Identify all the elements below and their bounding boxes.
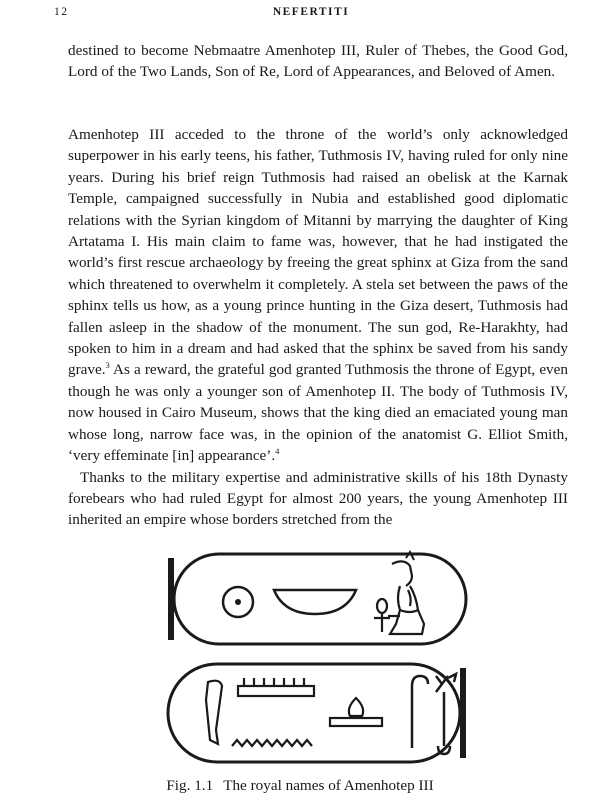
cartouche-nomen — [168, 664, 466, 762]
cartouche-prenomen — [168, 552, 466, 644]
footnote-ref-4[interactable]: 4 — [275, 446, 280, 457]
basket-glyph — [274, 590, 356, 614]
running-head — [54, 6, 568, 22]
figure-cartouches — [160, 550, 480, 770]
page-number: 12 — [54, 6, 69, 18]
paragraph-empire: Thanks to the military expertise and administrative skills of his 18th Dynasty forebears who had ruled Egypt for almost 200 years, the young Amenhotep III inherited an empire whose borders stretched from the — [68, 468, 568, 529]
water-glyph — [232, 740, 312, 746]
body-text — [68, 124, 568, 531]
paragraph-text: destined to become Nebmaatre Amenhotep III, Ruler of Thebes, the Good God, Lord of the Two Lands, Son of Re, Lord of Appearances, and Beloved of Amen. — [68, 42, 568, 81]
paragraph-accession — [68, 124, 568, 467]
reed-leaf-glyph — [206, 681, 222, 744]
footnote-ref-3[interactable]: 3 — [105, 360, 110, 371]
gaming-board-glyph — [238, 678, 314, 696]
paragraph-text: Amenhotep III acceded to the throne of the world’s only acknowledged superpower in his early teens, his father, Tuthmosis IV, having ruled for only nine years. During his brief reign Tuthmosis had raised an obelisk at the Karnak Temple, campaigned successfully in Nubia and established good diplomatic relations with the Syrian kingdom of Mitanni by marrying the daughter of King Artatama I. His main claim to fame was, however, that he had instigated the world’s first rescue archaeology by freeing the great sphinx at Giza from the sand which threatened to overwhelm it completely. A stela set between the paws of the sphinx tells us how, as a young prince hunting in the Giza desert, Tuthmosis had fallen asleep in the shadow of the monument. The sun god, Re-Harakhty, had spoken to him in a dream and had asked that the sphinx be saved from his sandy grave. — [68, 126, 568, 379]
running-title: NEFERTITI — [272, 6, 350, 18]
crook-glyph — [412, 676, 428, 748]
figure-label: Fig. 1.1 — [166, 777, 214, 794]
paragraph-text-cont: As a reward, the grateful god granted Tuthmosis the throne of Egypt, even though he was only a younger son of Amenhotep II. The body of Tuthmosis IV, now housed in Cairo Museum, shows that the king died an emaciated young man whose long, narrow face was, in the opinion of the anatomist G. Elliot Smith, ‘very effeminate [in] appearance’. — [68, 361, 568, 465]
figure-caption-text: The royal names of Amenhotep III — [223, 777, 434, 794]
paragraph-continuation — [68, 40, 568, 83]
figure-caption — [0, 777, 600, 795]
sun-disc-glyph — [223, 587, 253, 617]
seated-goddess-glyph — [374, 552, 424, 634]
altar-glyph — [330, 698, 382, 726]
